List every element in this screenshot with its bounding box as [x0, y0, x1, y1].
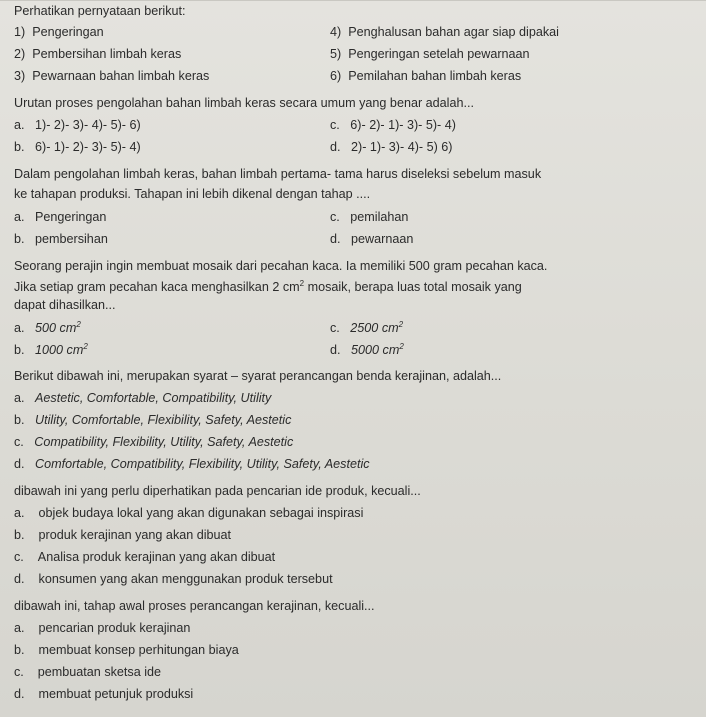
q1-option-a[interactable]: [14, 118, 141, 132]
option-value: 2500: [350, 321, 379, 336]
statement-5: [330, 47, 530, 61]
option-label: d.: [14, 687, 25, 701]
q3-question-line2: [14, 279, 522, 294]
unit: cm: [381, 321, 399, 336]
option-text: 6)- 1)- 2)- 3)- 5)- 4): [35, 140, 141, 154]
option-label: a.: [14, 391, 25, 405]
statement-3: [14, 69, 209, 83]
statement-number: 6): [330, 69, 342, 83]
option-label: d.: [330, 343, 341, 358]
statement-number: 5): [330, 47, 342, 61]
q2-option-c[interactable]: [330, 210, 408, 224]
q3-option-d[interactable]: [330, 342, 404, 357]
q1-option-b[interactable]: [14, 140, 141, 154]
option-text: pewarnaan: [351, 232, 414, 246]
q1-option-d[interactable]: [330, 140, 452, 154]
q5-option-d[interactable]: [14, 572, 333, 586]
option-label: c.: [330, 321, 340, 336]
q6-option-a[interactable]: [14, 621, 190, 635]
statement-1: [14, 25, 104, 39]
option-text: pembersihan: [35, 232, 108, 246]
option-label: a.: [14, 118, 25, 132]
option-label: a.: [14, 506, 25, 520]
option-text: 1)- 2)- 3)- 4)- 5)- 6): [35, 118, 141, 132]
option-text: Aestetic, Comfortable, Compatibility, Utility: [35, 391, 272, 405]
q2-option-b[interactable]: [14, 232, 108, 246]
intro-text: Perhatikan pernyataan berikut:: [14, 4, 186, 18]
option-label: d.: [14, 572, 25, 586]
q4-option-b[interactable]: [14, 413, 291, 427]
option-label: a.: [14, 321, 25, 336]
option-text: Analisa produk kerajinan yang akan dibuat: [37, 550, 276, 564]
statement-4: [330, 25, 559, 39]
q3-superscript: 2: [299, 279, 305, 288]
q5-option-b[interactable]: [14, 528, 231, 542]
option-label: c.: [14, 435, 24, 449]
q5-option-c[interactable]: [14, 550, 275, 564]
q1-option-c[interactable]: [330, 118, 456, 132]
option-text: konsumen yang akan menggunakan produk tersebut: [38, 572, 333, 586]
q6-option-d[interactable]: [14, 687, 193, 701]
option-text: Comfortable, Compatibility, Flexibility, Utility, Safety, Aestetic: [35, 457, 370, 471]
q4-option-c[interactable]: [14, 435, 293, 449]
option-label: a.: [14, 210, 25, 224]
q6-option-c[interactable]: [14, 665, 161, 679]
option-value: 5000: [351, 343, 380, 358]
option-text: 2)- 1)- 3)- 4)- 5) 6): [351, 140, 453, 154]
option-value: 1000: [35, 343, 64, 358]
statement-2: [14, 47, 181, 61]
statement-text: Pemilahan bahan limbah keras: [348, 69, 522, 83]
option-label: d.: [330, 232, 341, 246]
q3-option-c[interactable]: [330, 320, 403, 335]
q5-question: dibawah ini yang perlu diperhatikan pada pencarian ide produk, kecuali...: [14, 484, 421, 498]
unit-superscript: 2: [83, 342, 88, 351]
q6-question: dibawah ini, tahap awal proses perancangan kerajinan, kecuali...: [14, 599, 375, 613]
unit: cm: [382, 343, 400, 358]
q6-option-b[interactable]: [14, 643, 239, 657]
q2-option-a[interactable]: [14, 210, 106, 224]
statement-6: [330, 69, 521, 83]
option-label: c.: [14, 665, 24, 679]
statement-text: Pengeringan setelah pewarnaan: [348, 47, 530, 61]
statement-number: 1): [14, 25, 26, 39]
option-text: Compatibility, Flexibility, Utility, Safety, Aestetic: [34, 435, 294, 449]
option-label: b.: [14, 413, 25, 427]
unit-superscript: 2: [76, 320, 81, 329]
option-text: Pengeringan: [35, 210, 107, 224]
q1-question: Urutan proses pengolahan bahan limbah keras secara umum yang benar adalah...: [14, 96, 474, 110]
option-text: pembuatan sketsa ide: [37, 665, 162, 679]
option-text: pemilahan: [350, 210, 409, 224]
statement-text: Pembersihan limbah keras: [32, 47, 182, 61]
option-label: b.: [14, 643, 25, 657]
option-label: b.: [14, 232, 25, 246]
option-label: d.: [14, 457, 25, 471]
statement-number: 2): [14, 47, 26, 61]
option-label: d.: [330, 140, 341, 154]
option-text: membuat konsep perhitungan biaya: [38, 643, 239, 657]
statement-number: 4): [330, 25, 342, 39]
option-label: c.: [14, 550, 24, 564]
q3-option-b[interactable]: [14, 342, 88, 357]
q4-option-a[interactable]: [14, 391, 271, 405]
statement-text: Pewarnaan bahan limbah keras: [32, 69, 210, 83]
q4-question: Berikut dibawah ini, merupakan syarat – syarat perancangan benda kerajinan, adalah...: [14, 369, 502, 383]
q3-option-a[interactable]: [14, 320, 81, 335]
option-text: 6)- 2)- 1)- 3)- 5)- 4): [350, 118, 456, 132]
option-value: 500: [35, 321, 57, 336]
option-text: produk kerajinan yang akan dibuat: [38, 528, 232, 542]
option-label: b.: [14, 140, 25, 154]
statement-text: Penghalusan bahan agar siap dipakai: [348, 25, 559, 39]
option-text: pencarian produk kerajinan: [38, 621, 191, 635]
q5-option-a[interactable]: [14, 506, 363, 520]
option-label: c.: [330, 118, 340, 132]
statement-number: 3): [14, 69, 26, 83]
q2-question-line1: Dalam pengolahan limbah keras, bahan limbah pertama- tama harus diseleksi sebelum masuk: [14, 167, 542, 181]
option-text: objek budaya lokal yang akan digunakan sebagai inspirasi: [38, 506, 364, 520]
top-edge-shadow: [0, 0, 706, 1]
unit-superscript: 2: [399, 342, 404, 351]
q2-option-d[interactable]: [330, 232, 413, 246]
statement-text: Pengeringan: [32, 25, 104, 39]
option-label: b.: [14, 343, 25, 358]
q2-question-line2: ke tahapan produksi. Tahapan ini lebih dikenal dengan tahap ....: [14, 187, 371, 201]
q3-text-part2: mosaik, berapa luas total mosaik yang: [304, 280, 522, 295]
q4-option-d[interactable]: [14, 457, 370, 471]
option-label: a.: [14, 621, 25, 635]
unit: cm: [66, 343, 84, 358]
unit: cm: [59, 321, 77, 336]
option-text: membuat petunjuk produksi: [38, 687, 194, 701]
option-text: Utility, Comfortable, Flexibility, Safety, Aestetic: [35, 413, 292, 427]
unit-superscript: 2: [398, 320, 404, 329]
q3-text-part1: Jika setiap gram pecahan kaca menghasilkan 2 cm: [14, 280, 300, 295]
option-label: c.: [330, 210, 340, 224]
q3-question-line3: dapat dihasilkan...: [14, 298, 116, 312]
option-label: b.: [14, 528, 25, 542]
q3-question-line1: Seorang perajin ingin membuat mosaik dari pecahan kaca. Ia memiliki 500 gram pecahan kaca.: [14, 259, 548, 273]
